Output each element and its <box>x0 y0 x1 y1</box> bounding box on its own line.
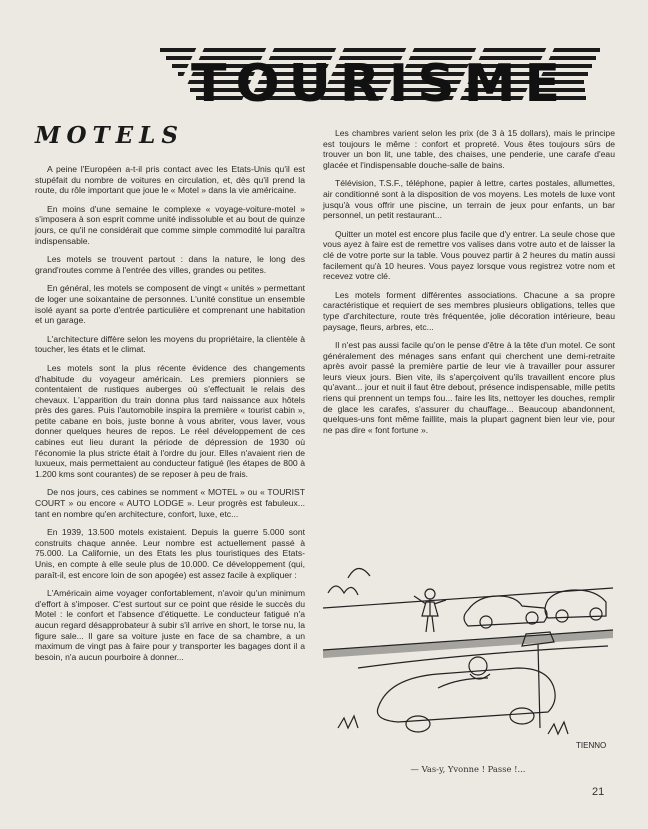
paragraph: En 1939, 13.500 motels existaient. Depuis la guerre 5.000 sont construits chaque année. Leur nombre est actuellement passé à 75.000. La Californie, un des Etats les plus touristiques des Etats-Unis, en compte à elle seule plus de 10.000. Ce développement (qui, paraît-il, est encore loin de son apogée) est assez facile à expliquer : <box>35 527 305 580</box>
paragraph: Il n'est pas aussi facile qu'on le pense d'être à la tête d'un motel. Ce sont généralement des ménages sans enfant qui cherchent une demi-retraite après avoir passé la première partie de leur vie à travailler pour assurer leurs vieux jours. Bien vite, ils s'aperçoivent qu'ils travaillent encore plus qu'avant... jour et nuit il faut être debout, présence indispensable, mille petits riens qui prennent un temps fou... faire les lits, nettoyer les douches, remplir de glace les carafes, s'assurer du chauffage... Beaucoup abandonnent, quelques-uns font même faillite, mais la plupart gagnent bien leur vie, pour ne pas dire « font fortune ». <box>323 340 615 435</box>
paragraph: L'architecture diffère selon les moyens du propriétaire, la clientèle à toucher, les états et le climat. <box>35 333 305 355</box>
paragraph: En moins d'une semaine le complexe « voyage-voiture-motel » s'imposera à son esprit comme unité indissoluble et au bout de quinze jours, ce qu'il ne considérait que comme simple commodité lui paraîtra indispensable. <box>35 203 305 246</box>
paragraph: Les motels se trouvent partout : dans la nature, le long des grand'routes comme à l'entrée des villes, grandes ou petites. <box>35 254 305 275</box>
cartoon-signature: TIENNO <box>576 741 607 750</box>
paragraph: En général, les motels se composent de vingt « unités » permettant de loger une soixantaine de personnes. L'unité constitue un ensemble isolé ayant sa porte d'entrée particulière et comprenant une habitation et un garage. <box>35 283 305 326</box>
cartoon-drawing <box>318 538 618 758</box>
paragraph: Les motels sont la plus récente évidence des changements d'habitude du voyageur américain. Les premiers pionniers se contentaient de rustiques auberges où s'effectuait le relais des chevaux. L'apparition du train donna plus tard naissance aux hôtels près des gares. Puis l'automobile inspira la première « tourist cabin », petite cabane en bois, juste bonne à vous abriter, vous laver, vous donner quelques heures de repos. Le réel développement de ces cabines eut lieu durant la période de dépression de 1930 où l'économie la plus stricte était à l'ordre du jour. Elles n'avaient rien de luxueux, mais permettaient au conducteur fatigué (les étapes de 800 à 1.200 kms sont courantes) de se reposer à peu de frais. <box>35 362 305 479</box>
paragraph: L'Américain aime voyager confortablement, n'avoir qu'un minimum d'effort à s'imposer. C'est surtout sur ce point que réside le succès du Motel : le confort et l'absence d'étiquette. Le conducteur fatigué n'a aucun regard désapprobateur à subir s'il arrive en short, le torse nu, la figure sale... Il gare sa voiture juste en face de sa chambre, a un maximum de vingt pas à faire pour y transporter les bagages dont il a besoin, n'a aucun pourboire à donner... <box>35 588 305 662</box>
paragraph: A peine l'Européen a-t-il pris contact avec les Etats-Unis qu'il est stupéfait du nombre de voitures en circulation, et, dès qu'il prend la route, du rôle important que joue le « Motel » dans la vie américaine. <box>35 164 305 196</box>
page-number: 21 <box>592 786 605 798</box>
tourisme-banner <box>160 40 600 112</box>
paragraph: De nos jours, ces cabines se nomment « MOTEL » ou « TOURIST COURT » ou encore « AUTO LODGE ». Leur progrès est fabuleux... tant en nombre qu'en architecture, confort, luxe, etc... <box>35 487 305 519</box>
paragraph: Quitter un motel est encore plus facile que d'y entrer. La seule chose que vous ayez à faire est de remettre vos valises dans votre auto et de laisser la clé de votre porte sur la table. Vous pouvez partir à 2 heures du matin aussi facilement qu'à 10 heures. Vous payez lorsque vous registrez votre nom et recevez votre clé. <box>323 228 615 282</box>
paragraph: Les motels forment différentes associations. Chacune a sa propre caractéristique et requiert de ses membres plusieurs obligations, telles que type d'architecture, route très fréquentée, jolie décoration intérieure, beau paysage, fleurs, arbres, etc... <box>323 289 615 332</box>
cartoon-illustration <box>318 538 618 758</box>
article-column-left <box>35 164 305 670</box>
paragraph: Les chambres varient selon les prix (de 3 à 15 dollars), mais le principe est toujours le même : confort et propreté. Vous êtes toujours sûrs de trouver un bon lit, une table, des chaises, une penderie, une carafe d'eau glacée et l'indispensable douche-salle de bains. <box>323 128 615 170</box>
article-column-right <box>323 128 615 443</box>
cartoon-caption: — Vas-y, Yvonne ! Passe !... <box>410 764 526 774</box>
banner-title: TOURISME <box>190 60 569 108</box>
article-title: MOTELS <box>35 122 184 149</box>
paragraph: Télévision, T.S.F., téléphone, papier à lettre, cartes postales, allumettes, air conditionné sont à la disposition de vos moyens. Les motels de luxe vont jusqu'à vous offrir une piscine, un terrain de jeux pour enfants, un bar personnel, un petit restaurant... <box>323 178 615 221</box>
